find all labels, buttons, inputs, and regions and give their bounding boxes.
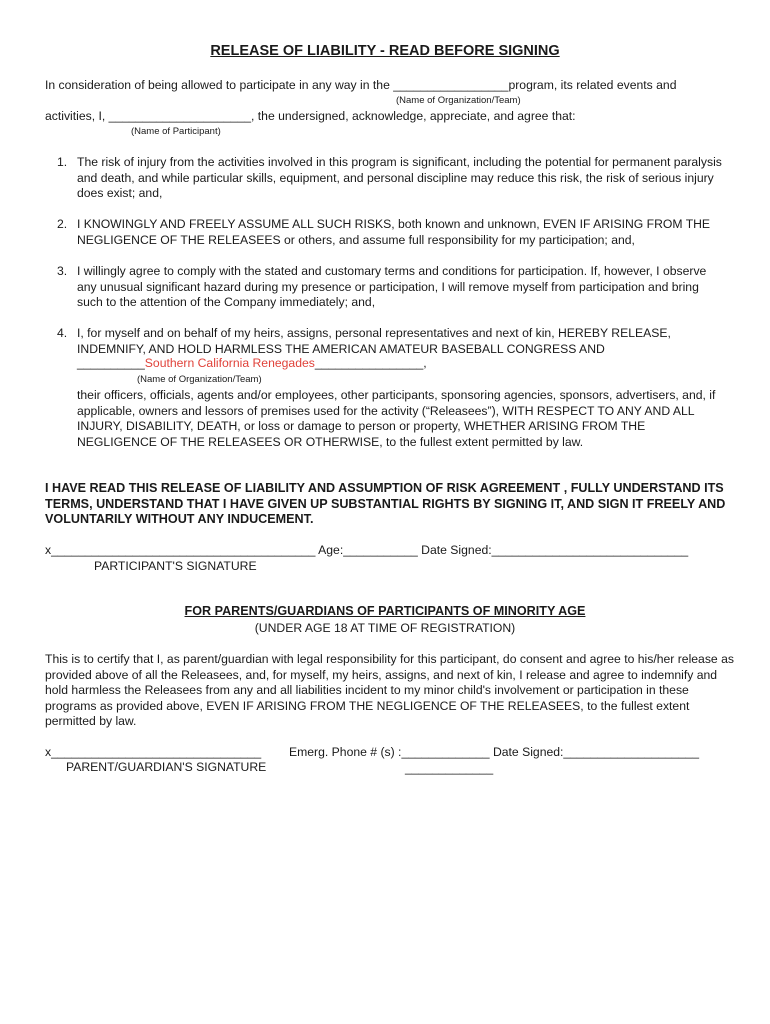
- guardian-signature-line[interactable]: x_______________________________: [45, 745, 262, 759]
- item-4-text-b: their officers, officials, agents and/or employees, other participants, sponsoring agencies, sponsors, advertisers, and, if applicable, owners and lessors of premises used for the activity (“Releasees”), WITH RESPECT TO ANY AND ALL INJURY, DISABILITY, DEATH, or loss or damage to person or property, WHETHER ARISING FROM THE NEGLIGENCE OF THE RELEASEES OR OTHERWISE, to the fullest extent permitted by law.: [77, 388, 716, 449]
- acknowledgement-text: I HAVE READ THIS RELEASE OF LIABILITY AND ASSUMPTION OF RISK AGREEMENT , FULLY UNDERSTAND ITS TERMS, UNDERSTAND THAT I HAVE GIVEN UP SUBSTANTIAL RIGHTS BY SIGNING IT, AND SIGN IT FREELY AND VOLUNTARILY WITHOUT ANY INDUCEMENT.: [45, 481, 726, 527]
- item-2-text: I KNOWINGLY AND FREELY ASSUME ALL SUCH RISKS, both known and unknown, EVEN IF ARISING FROM THE NEGLIGENCE OF THE RELEASEES or others, and assume full responsibility for my participation; and,: [77, 217, 711, 247]
- guardian-signature-label: PARENT/GUARDIAN'S SIGNATURE: [66, 760, 267, 774]
- organization-hint-2: (Name of Organization/Team): [137, 374, 262, 385]
- item-3-number: 3.: [57, 264, 68, 278]
- blank-prefix: __________: [77, 356, 145, 370]
- organization-name-field[interactable]: Southern California Renegades: [144, 356, 315, 370]
- blank-suffix: ________________,: [314, 356, 427, 370]
- guardian-consent-text: This is to certify that I, as parent/guardian with legal responsibility for this participant, do consent and agree to his/her release as provided above of all the Releasees, and, for myself, my heirs, assigns, and next of kin, I release and agree to indemnify and hold harmless the Releasees from any and all liabilities incident to my minor child's involvement or participation in these programs as provided above, EVEN IF ARISING FROM THE NEGLIGENCE OF THE RELEASEES, to the fullest extent permitted by law.: [45, 652, 734, 729]
- organization-hint: (Name of Organization/Team): [396, 95, 521, 106]
- participant-signature-label: PARTICIPANT'S SIGNATURE: [94, 559, 257, 573]
- item-3-text: I willingly agree to comply with the stated and customary terms and conditions for participation. If, however, I observe any unusual significant hazard during my presence or participation, I will remove myself from participation and bring such to the attention of the Company immediately; and,: [77, 264, 707, 310]
- emergency-phone-date-line[interactable]: Emerg. Phone # (s) :_____________ Date Signed:____________________: [289, 745, 699, 759]
- emergency-phone-line-2[interactable]: _____________: [405, 761, 494, 775]
- item-2-number: 2.: [57, 217, 68, 231]
- item-1-text: The risk of injury from the activities involved in this program is significant, including the potential for permanent paralysis and death, and while particular skills, equipment, and personal discipline may reduce this risk, the risk of serious injury does exist; and,: [77, 155, 722, 201]
- intro-line-2: activities, I, _____________________, the undersigned, acknowledge, appreciate, and agree that:: [45, 109, 576, 123]
- guardian-section-subtitle: (UNDER AGE 18 AT TIME OF REGISTRATION): [254, 621, 516, 635]
- intro-line-1: In consideration of being allowed to participate in any way in the _________________program, its related events and: [45, 78, 677, 92]
- item-1-number: 1.: [57, 155, 68, 169]
- guardian-section-title: FOR PARENTS/GUARDIANS OF PARTICIPANTS OF MINORITY AGE: [184, 604, 586, 618]
- participant-hint: (Name of Participant): [131, 126, 221, 137]
- participant-signature-line[interactable]: x_______________________________________ Age:___________ Date Signed:_____________________________: [45, 543, 689, 557]
- document-title: RELEASE OF LIABILITY - READ BEFORE SIGNING: [210, 43, 560, 59]
- item-4-text-a: I, for myself and on behalf of my heirs, assigns, personal representatives and next of kin, HEREBY RELEASE, INDEMNIFY, AND HOLD HARMLESS THE AMERICAN AMATEUR BASEBALL CONGRESS AND: [77, 326, 671, 356]
- item-4-number: 4.: [57, 326, 68, 340]
- organization-fill-line: [77, 356, 427, 370]
